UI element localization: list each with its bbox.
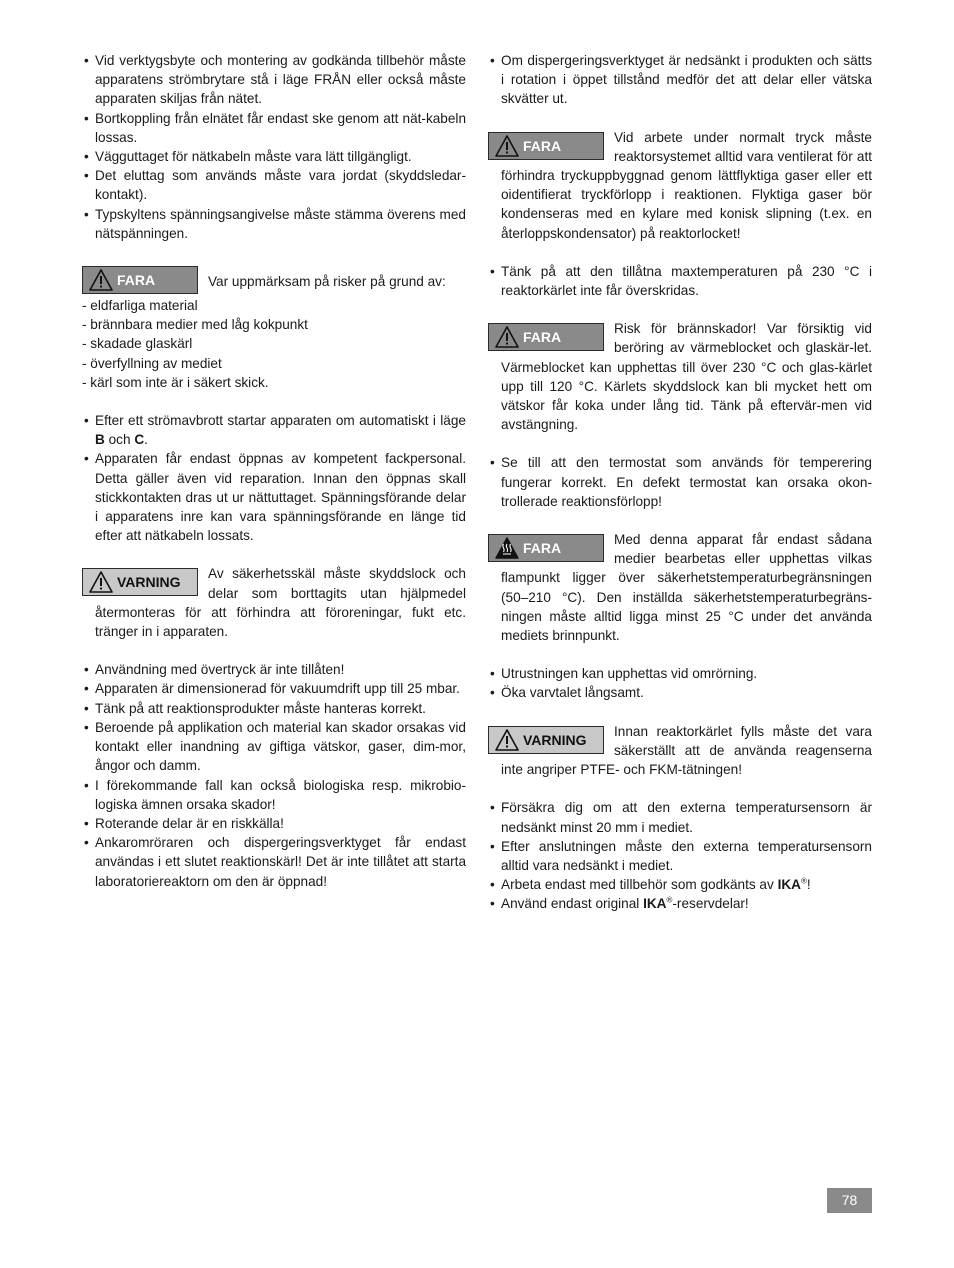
notice-text: Vid arbete under normalt tryck måste reaktorsystemet alltid vara ventilerat för att förhindra tryckuppbyggnad genom lättflyktiga gaser eller ett oidentifierat tryckförlopp i reaktionen. Flyktiga gaser bör kondenseras med en kylare med konisk slipning (t.ex. en återloppskondensator) på reaktorlocket! xyxy=(501,129,872,241)
notice-text: Med denna apparat får endast sådana medier bearbetas eller upphettas vilkas flampunkt ligger över säkerhetstemperaturbegränsningen (50–210 °C). Den inställda säkerhetstemperaturbegräns-ningen måste alltid ligga minst 25 °C under det använda mediets brinnpunkt. xyxy=(501,532,872,644)
list-item: - eldfarliga material xyxy=(82,298,198,314)
fara-badge xyxy=(488,323,604,351)
notice-text: Av säkerhetsskäl måste skyddslock och delar som borttagits utan hjälpmedel återmonteras för att förhindra att föroreningar, fukt etc. tränger in i apparaten. xyxy=(95,566,466,640)
list-item: • Apparaten är dimensionerad för vakuumdrift upp till 25 mbar. xyxy=(82,679,466,698)
bullet-text: och xyxy=(104,432,135,448)
sensor-bullet-list xyxy=(488,798,872,913)
spacer xyxy=(488,645,872,664)
list-item: • Om dispergeringsverktyget är nedsänkt i produkten och sätts i rotation i öppet tillstånd medför det att delar eller vätska skvätter ut. xyxy=(488,51,872,109)
spacer xyxy=(488,779,872,798)
warning-triangle-icon xyxy=(495,326,519,348)
list-item xyxy=(82,411,466,449)
registered-mark: ® xyxy=(666,895,673,905)
list-item: • Tänk på att reaktionsprodukter måste hanteras korrekt. xyxy=(82,699,466,718)
bullet-text: ! xyxy=(806,877,811,893)
spacer xyxy=(488,300,872,319)
spacer xyxy=(488,511,872,530)
list-item: • Typskyltens spänningsangivelse måste stämma överens med nätspänningen. xyxy=(82,205,466,243)
spacer xyxy=(488,434,872,453)
list-item: • I förekommande fall kan också biologiska resp. mikrobio-logiska ämnen orsaka skador! xyxy=(82,776,466,814)
warning-triangle-icon xyxy=(89,571,113,593)
fara-notice-pressure xyxy=(488,128,872,243)
spacer xyxy=(488,243,872,262)
notice-text: Risk för brännskador! Var försiktig vid beröring av värmeblocket och glaskär-let. Värmeblocket kan upphettas till över 230 °C och glas-kärlet upp till 120 °C. Kärlets skyddslock kan bli mycket hett om vätskor får koka under lång tid. Tänk på eftervär-men vid avstängning. xyxy=(501,321,872,433)
spacer xyxy=(82,641,466,660)
mode-label-c: C xyxy=(134,432,145,448)
power-bullet-list xyxy=(82,411,466,545)
list-item: • Användning med övertryck är inte tillåten! xyxy=(82,660,466,679)
list-item: - brännbara medier med låg kokpunkt xyxy=(82,317,308,333)
temp-bullet-list xyxy=(488,262,872,300)
bullet-text: Efter ett strömavbrott startar apparaten om automatiskt i läge xyxy=(95,413,466,429)
notice-text: Innan reaktorkärlet fylls måste det vara säkerställt att de använda reagenserna inte angriper PTFE- och FKM-tätningen! xyxy=(501,723,872,778)
varning-badge xyxy=(488,726,604,754)
right-column xyxy=(488,51,872,914)
list-item: • Utrustningen kan upphettas vid omrörning. xyxy=(488,664,872,683)
spacer xyxy=(82,392,466,411)
list-item: - överfyllning av mediet xyxy=(82,355,222,371)
badge-label: FARA xyxy=(117,272,156,289)
list-item: • Öka varvtalet långsamt. xyxy=(488,683,872,702)
list-item: • Se till att den termostat som används för temperering fungerar korrekt. En defekt termostat kan orsaka okon-trollerade reaktionsförlopp! xyxy=(488,453,872,511)
intro-bullet-list xyxy=(488,51,872,109)
fara-badge xyxy=(488,534,604,562)
list-item: - kärl som inte är i säkert skick. xyxy=(82,374,269,390)
list-item: • Efter anslutningen måste den externa temperatursensorn alltid vara nedsänkt i mediet. xyxy=(488,837,872,875)
varning-notice-reagents xyxy=(488,722,872,780)
notice-text: Var uppmärksam på risker på grund av: xyxy=(208,274,446,290)
usage-bullet-list xyxy=(82,660,466,890)
warning-triangle-icon xyxy=(89,269,113,291)
list-item: • Det eluttag som används måste vara jordat (skyddsledar-kontakt). xyxy=(82,166,466,204)
badge-label: FARA xyxy=(523,137,562,154)
list-item: • Beroende på applikation och material kan skador orsakas vid kontakt eller inandning av giftiga vätskor, gaser, dim-mor, ångor och damm. xyxy=(82,718,466,776)
list-item xyxy=(488,894,872,913)
warning-triangle-icon xyxy=(495,135,519,157)
spacer xyxy=(82,243,466,262)
list-item xyxy=(488,875,872,894)
spacer xyxy=(488,109,872,128)
bullet-text: Arbeta endast med tillbehör som godkänts av xyxy=(501,877,778,893)
list-item: • Försäkra dig om att den externa temperatursensorn är nedsänkt minst 20 mm i mediet. xyxy=(488,798,872,836)
mode-label-b: B xyxy=(95,432,105,448)
bullet-text: Använd endast original xyxy=(501,896,644,912)
varning-notice-covers xyxy=(82,564,466,641)
badge-label: FARA xyxy=(523,540,562,557)
list-item: • Bortkoppling från elnätet får endast ske genom att nät-kabeln lossas. xyxy=(82,109,466,147)
page-number: 78 xyxy=(827,1188,872,1213)
left-column xyxy=(82,51,466,891)
badge-label: FARA xyxy=(523,329,562,346)
fara-badge xyxy=(82,266,198,294)
spacer xyxy=(488,703,872,722)
fara-notice-flashpoint xyxy=(488,530,872,645)
brand-name: IKA xyxy=(777,877,801,893)
list-item: • Vid verktygsbyte och montering av godkända tillbehör måste apparatens strömbrytare stå i läge FRÅN eller också måste apparaten skiljas från nätet. xyxy=(82,51,466,109)
list-item: • Roterande delar är en riskkälla! xyxy=(82,814,466,833)
varning-badge xyxy=(82,568,198,596)
fara-notice-risks xyxy=(82,262,466,296)
fara-badge xyxy=(488,132,604,160)
bullet-text: -reservdelar! xyxy=(672,896,749,912)
hot-surface-warning-icon xyxy=(495,537,519,559)
stirring-bullet-list xyxy=(488,664,872,702)
badge-label: VARNING xyxy=(117,574,181,591)
list-item: • Ankaromröraren och dispergeringsverktyget får endast användas i ett slutet reaktionskärl! Det är inte tillåtet att starta laboratoriereaktorn om den är öppnad! xyxy=(82,833,466,891)
warning-triangle-icon xyxy=(495,729,519,751)
badge-label: VARNING xyxy=(523,731,587,748)
intro-bullet-list xyxy=(82,51,466,243)
list-item: • Apparaten får endast öppnas av kompetent fackpersonal. Detta gäller även vid reparation. Innan den öppnas skall stickkontakten dras ut ur nättuttaget. Spänningsförande delar i apparatens inre kan vara spänningsförande en länge tid efter att nätkabeln lossats. xyxy=(82,449,466,545)
registered-mark: ® xyxy=(800,876,807,886)
risk-list xyxy=(82,296,466,392)
list-item: • Tänk på att den tillåtna maxtemperaturen på 230 °C i reaktorkärlet inte får överskridas. xyxy=(488,262,872,300)
spacer xyxy=(82,545,466,564)
brand-name: IKA xyxy=(643,896,667,912)
list-item: • Vägguttaget för nätkabeln måste vara lätt tillgängligt. xyxy=(82,147,466,166)
fara-notice-burns xyxy=(488,319,872,434)
bullet-text: . xyxy=(144,432,148,448)
list-item: - skadade glaskärl xyxy=(82,336,193,352)
thermostat-bullet-list xyxy=(488,453,872,511)
